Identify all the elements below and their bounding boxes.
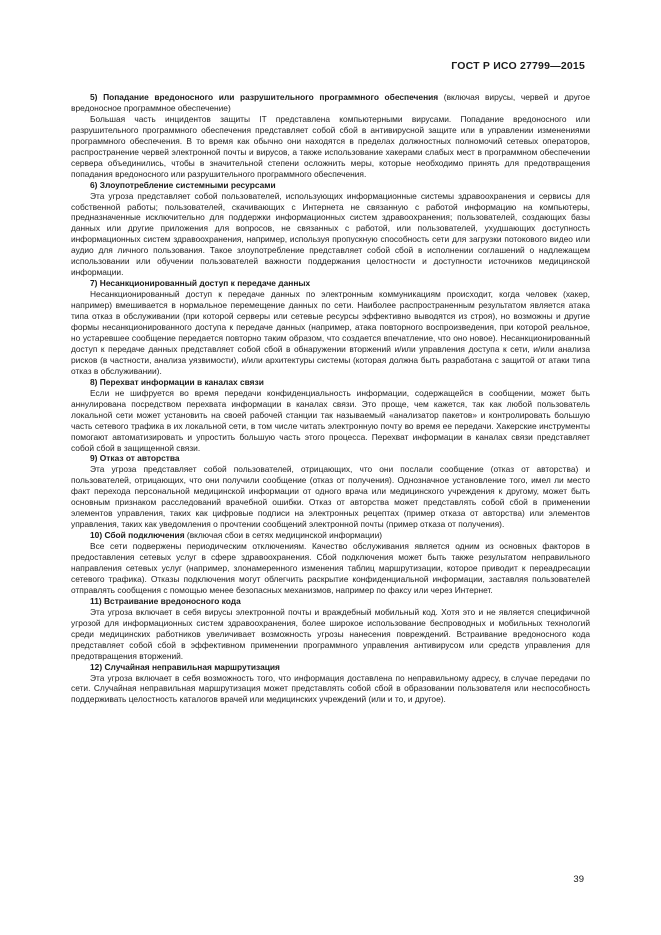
section-paragraph: Эта угроза включает в себя возможность того, что информация доставлена по неправильному адресу, в случае передачи по сети. Случайная неправильная маршрутизация может представлять собой сбой в образовании пользователя или неспособность поддерживать целостность каталогов врачей или медицинских учреждений (или и то, и другое).	[71, 672, 590, 705]
section-note: (включая вирусы, червей и другое вредоносное программное обеспечение)	[71, 92, 590, 113]
section-number: 12)	[90, 661, 103, 672]
section-title: Встраивание вредоносного кода	[103, 595, 241, 606]
section-heading-7	[71, 278, 590, 289]
section-title: Сбой подключения	[104, 530, 185, 541]
document-header-id: ГОСТ Р ИСО 27799—2015	[451, 60, 585, 72]
page-number: 39	[573, 874, 584, 885]
section-heading-12	[71, 662, 590, 673]
section-title: Случайная неправильная маршрутизация	[104, 661, 280, 672]
section-heading-8	[71, 377, 590, 388]
section-paragraph: Несанкционированный доступ к передаче данных по электронным коммуникациям происходит, когда человек (хакер, например) вмешивается в нормальное перемещение данных по сети. Наиболее распространенным результатом является атака типа отказ в обслуживании (при которой серверы или сетевые ресурсы эффективно выводятся из строя), но возможны и другие формы несанкционированного доступа к передаче данных (например, атака повторного воспроизведения, при которой реальное, но устаревшее сообщение передается повторно таким образом, что создается впечатление, что оно новое). Несанкционированный доступ к передаче данных представляет собой сбой в обнаружении вторжений и/или управления доступа к сети, и/или анализа рисков (в частности, анализа уязвимости), и/или архитектуры системы (которая должна быть разработана с защитой от атаки типа отказ в обслуживании).	[71, 289, 590, 376]
section-heading-6	[71, 180, 590, 191]
section-heading-10	[71, 530, 590, 541]
section-paragraph: Большая часть инцидентов защиты IT представлена компьютерными вирусами. Попадание вредоносного или разрушительного программного обеспечения представляет собой сбой в антивирусной защите или в управлении изменениями программного обеспечения. В то время как обычно они находятся в пределах должностных полномочий сетевых операторов, распространение червей электронной почты и вирусов, а также использование хакерами слабых мест в программном обеспечении сервера объединились, чтобы в значительной степени осложнить меры, которые необходимо принять для предотвращения попадания вредоносного или разрушительного программного обеспечения.	[71, 113, 590, 179]
section-paragraph: Эта угроза представляет собой пользователей, отрицающих, что они послали сообщение (отказ от авторства) и пользователей, отрицающих, что они получили сообщение (отказ от получения). Однозначное установление того, имел ли место факт перехода персональной медицинской информации от одного врача или медицинского учреждения к другому, может быть основным признаком расследований врачебной ошибки. Отказ от авторства может представлять собой сбой в применении элементов управления, таких как цифровые подписи на электронных рецептах (пример отказа от авторства) или элементов управления, таких как уведомления о прочтении сообщений электронной почты (пример отказа от получения).	[71, 464, 590, 530]
document-body	[71, 92, 590, 705]
section-heading-11	[71, 596, 590, 607]
section-title: Отказ от авторства	[99, 453, 180, 464]
section-paragraph: Если не шифруется во время передачи конфиденциальность информации, содержащейся в сообщении, может быть аннулирована посредством перехвата информации в каналах связи. Это проще, чем кажется, так как любой пользователь локальной сети может установить на своей рабочей станции так называемый «анализатор пакетов» и контролировать большую часть сетевого трафика в их локальной сети, в том числе читать электронную почту во время ее передачи. Хакерские инструменты помогают автоматизировать и упростить большую часть этого процесса. Перехват информации в каналах связи представляет собой сбой в защищенной связи.	[71, 387, 590, 453]
section-paragraph: Эта угроза включает в себя вирусы электронной почты и враждебный мобильный код. Хотя это и не является специфичной угрозой для информационных систем здравоохранения, более широкое использование беспроводных и мобильных технологий среди медицинских работников увеличивает возможность угрозы нанесения повреждений. Встраивание вредоносного кода представляет собой сбой в эффективном применении программного управления антивирусом или средств управления для предотвращения вторжений.	[71, 606, 590, 661]
section-paragraph: Эта угроза представляет собой пользователей, использующих информационные системы здравоохранения и сервисы для собственной работы; пользователей, скачивающих с Интернета не связанную с работой информацию на компьютеры, предназначенные исключительно для поддержки информационных систем здравоохранения; пользователей, создающих базы данных или другие приложения для вопросов, не связанных с работой, или пользователей, ухудшающих доступность информационных систем здравоохранения, например, используя пропускную способность сети для загрузки потокового видео или аудио для личного пользования. Такое злоупотребление представляет собой сбой в исполнении соглашений о надлежащем использовании или обучении пользователей важности поддержания целостности и доступности источников медицинской информации.	[71, 190, 590, 278]
section-heading-9	[71, 453, 590, 464]
section-number: 5)	[90, 92, 98, 102]
section-note: (включая сбои в сетях медицинской информации)	[184, 530, 383, 541]
section-title: Перехват информации в каналах связи	[99, 376, 264, 387]
section-title: Злоупотребление системными ресурсами	[99, 179, 276, 190]
section-number: 6)	[90, 179, 98, 190]
section-title: Несанкционированный доступ к передаче данных	[99, 278, 311, 289]
section-number: 10)	[90, 530, 103, 541]
section-heading-5	[71, 92, 590, 114]
section-number: 7)	[90, 278, 98, 289]
section-number: 8)	[90, 376, 98, 387]
section-number: 11)	[90, 595, 102, 606]
section-paragraph: Все сети подвержены периодическим отключениям. Качество обслуживания является одним из основных факторов в предоставления сетевых услуг в сфере здравоохранения. Сбой подключения может быть также результатом неправильного направления сетевых услуг (например, злонамеренного изменения таблиц маршрутизации, которое приводит к переадресации сетевого трафика). Отказы подключения могут облегчить раскрытие конфиденциальной информации, заставляя пользователей отправлять сообщения с помощью менее безопасных механизмов, например по факсу или через Интернет.	[71, 541, 590, 595]
section-title: Попадание вредоносного или разрушительного программного обеспечения	[103, 92, 439, 102]
section-number: 9)	[90, 453, 98, 464]
